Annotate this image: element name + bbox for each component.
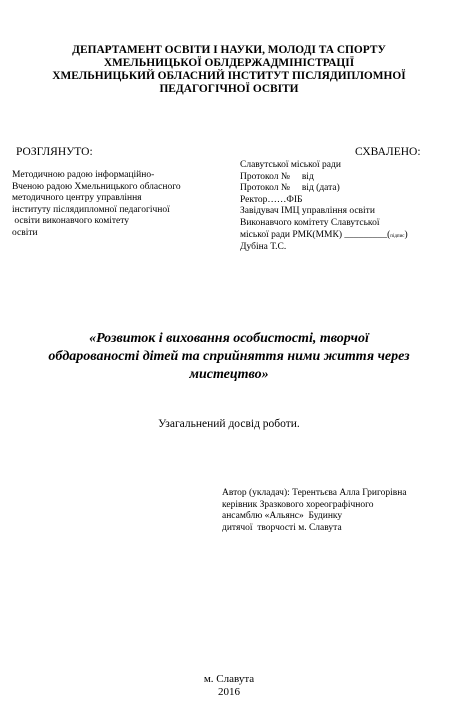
title-line-2: обдарованості дітей та сприйняття ними життя через xyxy=(48,349,410,364)
approval-line: Ректор……ФІБ xyxy=(240,194,303,205)
author-line: дитячої творчості м. Славута xyxy=(222,522,342,533)
review-line: інституту післядипломної педагогічної xyxy=(12,204,170,215)
approval-block xyxy=(240,160,450,254)
ministry-line-1: ДЕПАРТАМЕНТ ОСВІТИ І НАУКИ, МОЛОДІ ТА СПОРТУ xyxy=(72,44,386,56)
author-line: керівник Зразкового хореографічного xyxy=(222,499,374,510)
review-label: РОЗГЛЯНУТО: xyxy=(16,146,93,158)
approval-line: Славутської міської ради xyxy=(240,160,341,170)
author-line: Автор (укладач): Терентьєва Алла Григорівна xyxy=(222,488,407,498)
approval-line: Завідувач ІМЦ управління освіти xyxy=(240,206,375,217)
approval-line: Виконавчого комітету Славутської xyxy=(240,217,380,228)
footer-city: м. Славута xyxy=(203,673,255,685)
approval-line: Протокол № від (дата) xyxy=(240,183,340,194)
signature-close: ) xyxy=(404,229,408,240)
approval-line: Дубіна Т.С. xyxy=(240,242,287,253)
document-subtitle: Узагальнений досвід роботи. xyxy=(158,418,300,430)
document-title xyxy=(0,330,458,384)
ministry-header xyxy=(0,44,458,96)
review-line: освіти виконавчого комітету xyxy=(12,216,130,227)
approval-signature-line xyxy=(240,230,450,243)
approval-line: міської ради РМК(ММК) _________( xyxy=(240,229,391,240)
review-line: освіти xyxy=(12,227,38,238)
approval-line: Протокол № від xyxy=(240,171,314,182)
footer-year: 2016 xyxy=(218,686,240,698)
ministry-line-4: ПЕДАГОГІЧНОЇ ОСВІТИ xyxy=(159,83,299,95)
review-line: Методичною радою інформаційно- xyxy=(12,170,155,180)
author-block xyxy=(222,488,452,534)
footer xyxy=(0,673,458,699)
approval-label: СХВАЛЕНО: xyxy=(355,146,421,158)
author-line: ансамблю «Альянс» Будинку xyxy=(222,511,343,522)
review-block xyxy=(12,170,227,240)
ministry-line-2: ХМЕЛЬНИЦЬКОЇ ОБЛДЕРЖАДМІНІСТРАЦІЇ xyxy=(103,57,355,69)
signature-note: підпис xyxy=(390,233,405,239)
review-line: Вченою радою Хмельницького обласного xyxy=(12,181,181,192)
title-line-3: мистецтво» xyxy=(189,367,269,382)
review-line: методичного центру управління xyxy=(12,193,142,204)
ministry-line-3: ХМЕЛЬНИЦЬКИЙ ОБЛАСНИЙ ІНСТИТУТ ПІСЛЯДИПЛОМНОЇ xyxy=(52,70,406,82)
title-line-1: «Розвиток і виховання особистості, творчої xyxy=(89,331,369,346)
